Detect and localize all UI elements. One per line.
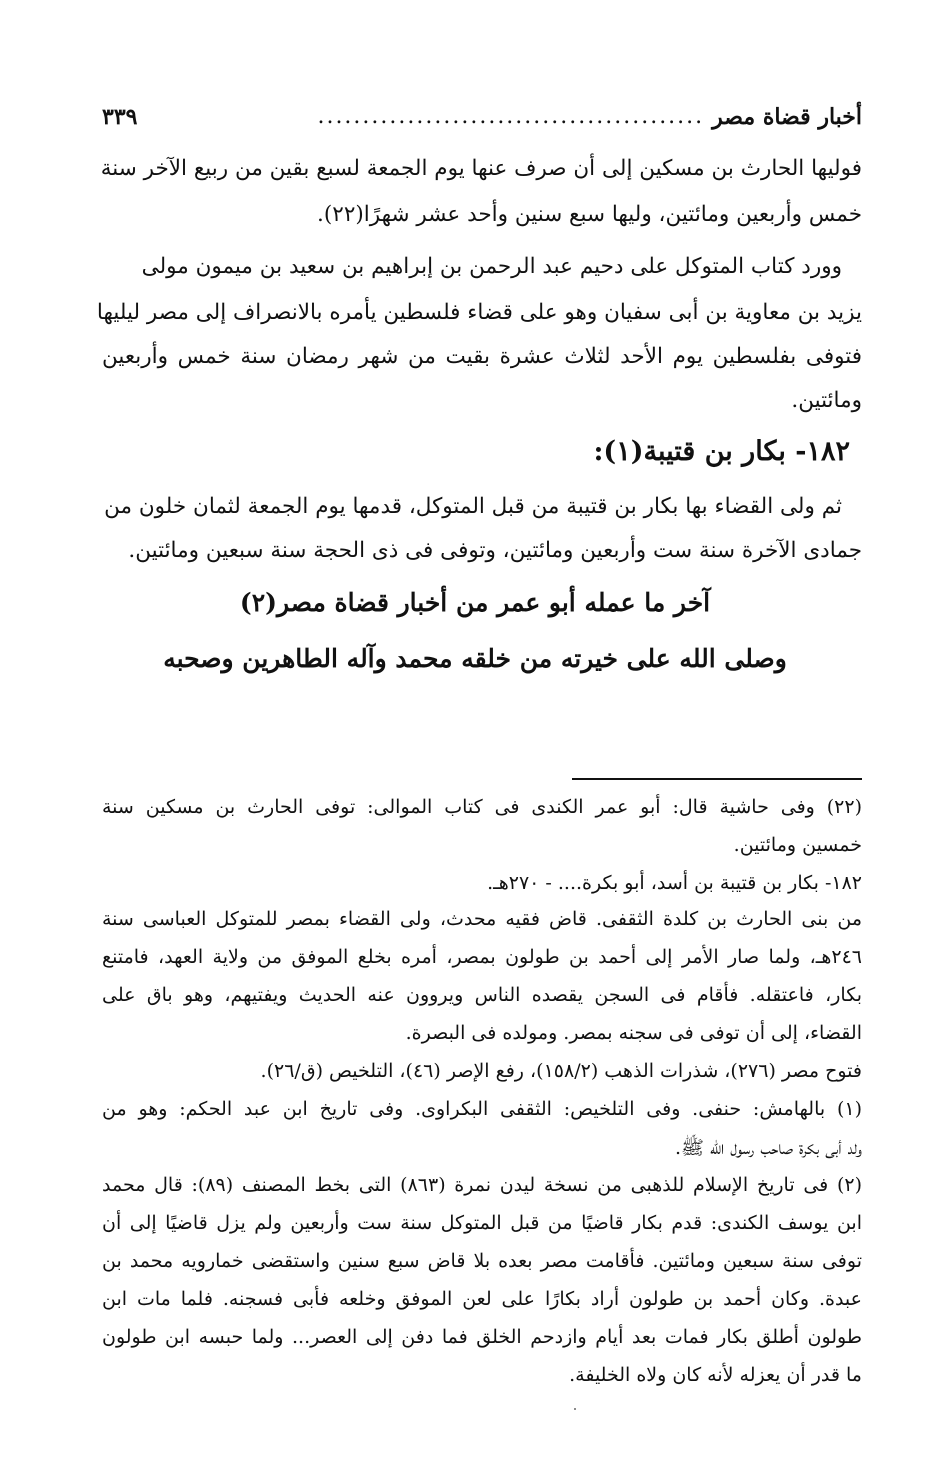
footnote-line: ٢٤٦هـ، ولما صار الأمر إلى أحمد بن طولون بمصر، أمره بخلع الموفق من ولاية العهد، فامتنع [102,946,862,968]
footnote-line: من بنى الحارث بن كلدة الثقفى. قاض فقيه محدث، ولى القضاء بمصر للمتوكل العباسى سنة [102,908,862,930]
footnote-line: ١٨٢- بكار بن قتيبة بن أسد، أبو بكرة.... - ٢٧٠هـ. [487,872,862,894]
scan-speck [574,1408,576,1410]
footnote-line: طولون أطلق بكار فمات بعد أيام وازدحم الخلق فما دفن إلى العصر... ولما حبسه ابن طولون [102,1326,862,1348]
header-title: أخبار قضاة مصر [712,104,862,130]
closing-heading: آخر ما عمله أبو عمر من أخبار قضاة مصر(٢) [239,588,711,617]
footnote-separator [572,778,862,780]
body-line: خمس وأربعين ومائتين، وليها سبع سنين وأحد عشر شهرًا(٢٢). [317,202,862,227]
footnote-line: خمسين ومائتين. [733,834,862,856]
page-number: ٣٣٩ [102,104,138,130]
body-line: ومائتين. [791,388,862,413]
footnote-line: عبدة. وكان أحمد بن طولون أراد بكارًا على لعن الموفق وخلعه فأبى فسجنه. فلما مات ابن [102,1288,862,1310]
footnote-line: توفى سنة سبعين ومائتين. فأقامت مصر بعده بلا قاض سبع سنين واستقضى خمارويه محمد بن [102,1250,862,1272]
body-line: وورد كتاب المتوكل على دحيم عبد الرحمن بن إبراهيم بن سعيد بن ميمون مولى [141,254,842,279]
header-leader-dots: ........................................... [317,104,705,129]
body-line: فتوفى بفلسطين يوم الأحد لثلاث عشرة بقيت من شهر رمضان سنة خمس وأربعين [102,344,862,369]
body-line: جمادى الآخرة سنة ست وأربعين ومائتين، وتوفى فى ذى الحجة سنة سبعين ومائتين. [128,538,862,563]
section-heading: ١٨٢- بكار بن قتيبة(١): [593,436,850,467]
footnote-line: (١) بالهامش: حنفى. وفى التلخيص: الثقفى البكراوى. وفى تاريخ ابن عبد الحكم: وهو من [102,1098,862,1120]
footnote-line: القضاء، إلى أن توفى فى سجنه بمصر. ومولده فى البصرة. [405,1022,862,1044]
footnote-line: (٢٢) وفى حاشية قال: أبو عمر الكندى فى كتاب الموالى: توفى الحارث بن مسكين سنة [102,796,862,818]
running-header [102,104,862,130]
footnote-line: (٢) فى تاريخ الإسلام للذهبى من نسخة ليدن نمرة (٨٦٣) التى بخط المصنف (٨٩): قال محمد [102,1174,863,1196]
closing-blessing: وصلى الله على خيرته من خلقه محمد وآله الطاهرين وصحبه [163,644,787,673]
body-line: ثم ولى القضاء بها بكار بن قتيبة من قبل المتوكل، قدمها يوم الجمعة لثمان خلون من [104,494,842,519]
footnote-line: ابن يوسف الكندى: قدم بكار قاضيًا من قبل المتوكل سنة ست وأربعين ولم يزل قاضيًا إلى أن [102,1212,862,1234]
body-line: فوليها الحارث بن مسكين إلى أن صرف عنها يوم الجمعة لسبع بقين من ربيع الآخر سنة [100,156,862,181]
footnote-line: ولد أبى بكرة صاحب رسول الله ﷺ. [674,1137,862,1159]
footnote-line: بكار، فاعتقله. فأقام فى السجن يقصده الناس ويروون عنه الحديث ويفتيهم، وهو باق على [102,984,862,1006]
body-line: يزيد بن معاوية بن أبى سفيان وهو على قضاء فلسطين يأمره بالانصراف إلى مصر ليليها [96,300,862,325]
footnote-citation: فتوح مصر (٢٧٦)، شذرات الذهب (١٥٨/٢)، رفع الإصر (٤٦)، التلخيص (ق/٢٦). [260,1060,862,1082]
footnote-line: ما قدر أن يعزله لأنه كان ولاه الخليفة. [569,1364,862,1386]
